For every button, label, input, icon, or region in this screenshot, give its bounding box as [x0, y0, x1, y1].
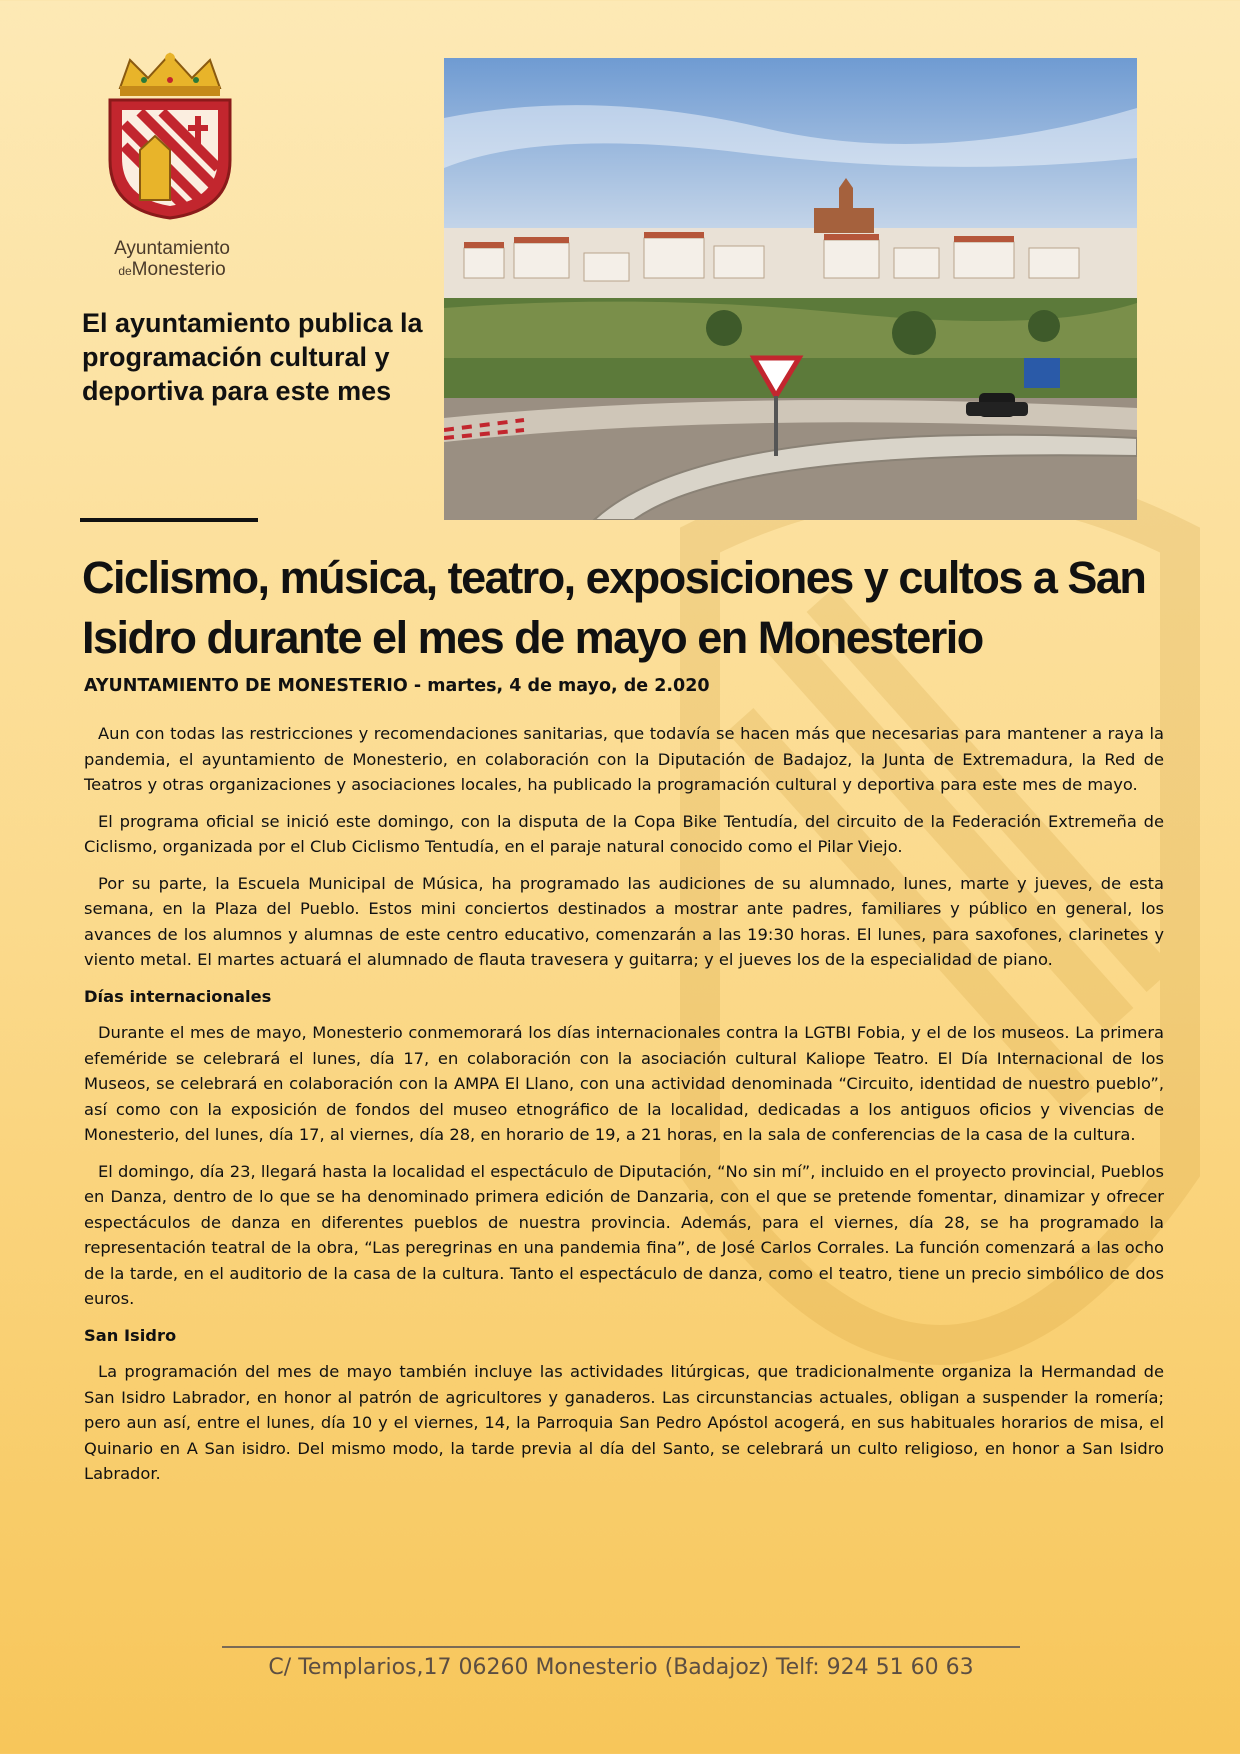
footer-divider — [222, 1646, 1020, 1648]
divider-rule — [80, 518, 258, 522]
article-paragraph: Aun con todas las restricciones y recomendaciones sanitarias, que todavía se hacen más que necesarias para mantener a raya la pandemia, el ayuntamiento de Monesterio, en colaboración con la Diputación de Badajoz, la Junta de Extremadura, la Red de Teatros y otras organizaciones y asociaciones locales, ha publicado la programación cultural y deportiva para este mes de mayo. — [84, 724, 1164, 794]
crown-icon — [120, 53, 220, 96]
article-paragraph: Por su parte, la Escuela Municipal de Música, ha programado las audiciones de su alumnado, lunes, marte y jueves, de esta semana, en la Plaza del Pueblo. Estos mini conciertos destinados a mostrar ante padres, familiares y público en general, los avances de los alumnos y alumnas de este centro educativo, comenzarán a las 19:30 horas. El lunes, para saxofones, clarinetes y viento metal. El martes actuará el alumnado de flauta travesera y guitarra; y el jueves los de la especialidad de piano. — [84, 873, 1164, 969]
crest-caption-line1: Ayuntamiento — [114, 238, 230, 259]
crest-caption — [92, 238, 252, 282]
article-body — [84, 721, 1164, 1498]
section-heading-san-isidro: San Isidro — [84, 1325, 177, 1345]
section-heading-dias-internacionales: Días internacionales — [84, 986, 272, 1006]
footer-address: C/ Templarios,17 06260 Monesterio (Badajoz) Telf: 924 51 60 63 — [268, 1655, 974, 1680]
article-byline: AYUNTAMIENTO DE MONESTERIO - martes, 4 de mayo, de 2.020 — [84, 676, 710, 696]
town-photo — [444, 58, 1137, 520]
crest-caption-de: de — [118, 264, 132, 278]
lead-text: El ayuntamiento publica la programación cultural y deportiva para este mes — [82, 308, 423, 406]
crest-caption-line2: Monesterio — [131, 259, 226, 280]
article-paragraph: Durante el mes de mayo, Monesterio conmemorará los días internacionales contra la LGTBI Fobia, y el de los museos. La primera efeméride se celebrará el lunes, día 17, en colaboración con la asociación cultural Kaliope Teatro. El Día Internacional de los Museos, se celebrará en colaboración con la AMPA El Llano, con una actividad denominada “Circuito, identidad de nuestro pueblo”, así como con la exposición de fondos del museo etnográfico de la localidad, dedicadas a los antiguos oficios y vivencias de Monesterio, del lunes, día 17, al viernes, día 28, en horario de 19, a 21 horas, en la sala de conferencias de la casa de la cultura. — [84, 1023, 1164, 1144]
municipal-crest-logo — [100, 50, 240, 220]
article-paragraph: El domingo, día 23, llegará hasta la localidad el espectáculo de Diputación, “No sin mí”, incluido en el proyecto provincial, Pueblos en Danza, dentro de lo que se ha denominado primera edición de Danzaria, con el que se pretende fomentar, dinamizar y ofrecer espectáculos de danza en diferentes pueblos de nuestra provincia. Además, para el viernes, día 28, se ha programado la representación teatral de la obra, “Las peregrinas en una pandemia fina”, de José Carlos Corrales. La función comenzará a las ocho de la tarde, en el auditorio de la casa de la cultura. Tanto el espectáculo de danza, como el teatro, tiene un precio simbólico de dos euros. — [84, 1161, 1164, 1308]
article-paragraph: El programa oficial se inició este domingo, con la disputa de la Copa Bike Tentudía, del circuito de la Federación Extremeña de Ciclismo, organizada por el Club Ciclismo Tentudía, en el paraje natural conocido como el Pilar Viejo. — [84, 811, 1164, 856]
article-headline: Ciclismo, música, teatro, exposiciones y cultos a San Isidro durante el mes de mayo en Monesterio — [82, 552, 1146, 663]
article-paragraph: La programación del mes de mayo también incluye las actividades litúrgicas, que tradicionalmente organiza la Hermandad de San Isidro Labrador, en honor al patrón de agricultores y ganaderos. Las circunstancias actuales, obligan a suspender la romería; pero aun así, entre el lunes, día 10 y el viernes, 14, la Parroquia San Pedro Apóstol acogerá, en sus habituales horarios de misa, el Quinario en A San isidro. Del mismo modo, la tarde previa al día del Santo, se celebrará un culto religioso, en honor a San Isidro Labrador. — [84, 1362, 1164, 1483]
